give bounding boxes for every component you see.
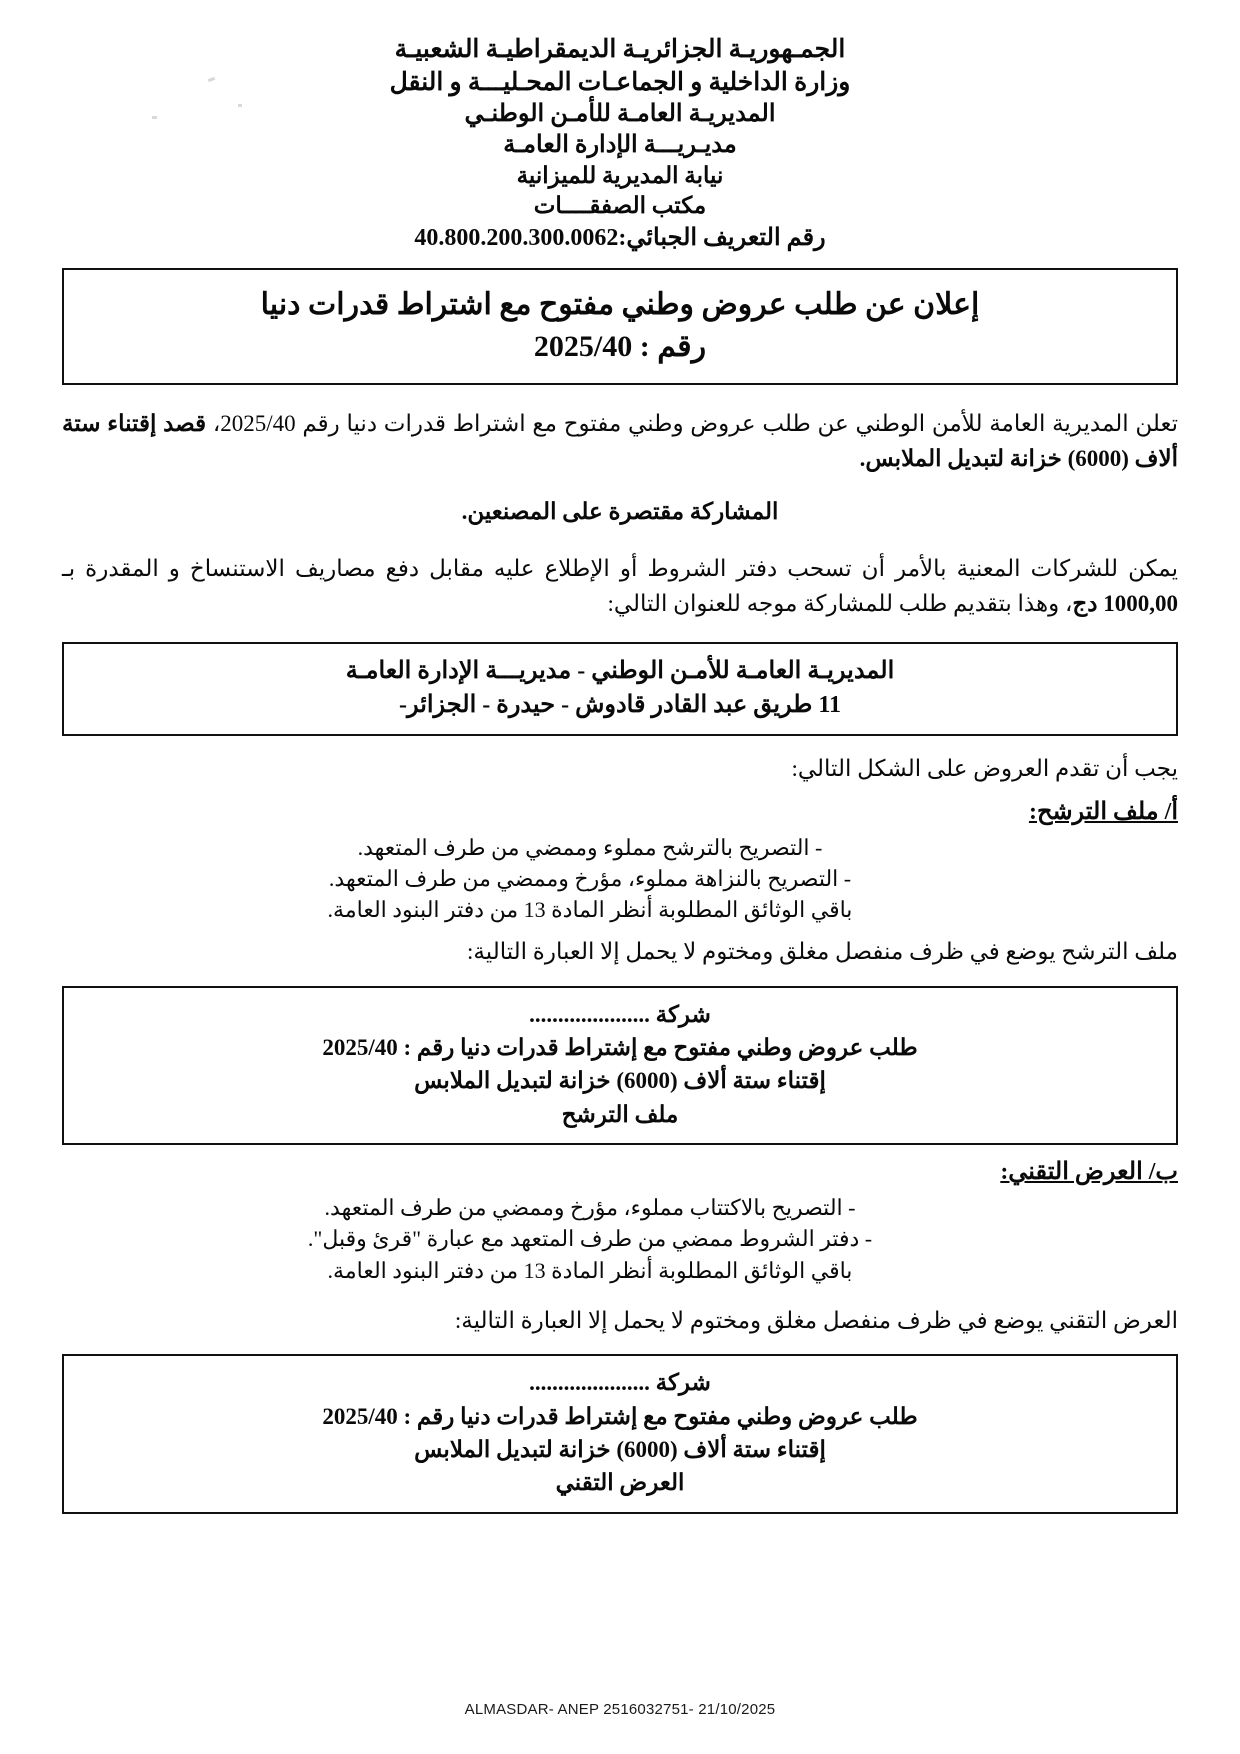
- list-item: - التصريح بالترشح مملوء وممضي من طرف المتعهد.: [357, 834, 823, 860]
- list-item: - دفتر الشروط ممضي من طرف المتعهد مع عبارة "قرئ وقبل".: [307, 1226, 873, 1252]
- letterhead-line-budget-deputy: نيابة المديرية للميزانية: [516, 163, 724, 189]
- envelope-company-line: شركة .....................: [529, 1370, 711, 1396]
- list-item: باقي الوثائق المطلوبة أنظر المادة 13 من دفتر البنود العامة.: [327, 897, 853, 923]
- withdrawal-amount: 1000,00 دج: [1072, 590, 1178, 616]
- candidacy-envelope-box: [62, 986, 1178, 1145]
- page-footer: ALMASDAR- ANEP 2516032751- 21/10/2025: [464, 1701, 776, 1718]
- intro-object-bold: قصد إقتناء ستة ألاف (6000) خزانة لتبديل الملابس.: [62, 411, 1178, 472]
- technical-envelope-note: العرض التقني يوضع في ظرف منفصل مغلق ومختوم لا يحمل إلا العبارة التالية:: [454, 1307, 1178, 1333]
- envelope-type-line: ملف الترشح: [561, 1101, 679, 1127]
- technical-envelope-box: [62, 1354, 1178, 1513]
- envelope-type-line: العرض التقني: [555, 1470, 685, 1496]
- intro-paragraph: [62, 407, 1178, 477]
- scan-speck: [238, 104, 242, 107]
- letterhead-line-administration: مديـريـــة الإدارة العامـة: [503, 132, 737, 159]
- tax-id-line: [62, 223, 1178, 254]
- letterhead-line-directorate-general: المديريـة العامـة للأمـن الوطنـي: [464, 101, 776, 127]
- letterhead-line-ministry: وزارة الداخلية و الجماعـات المحـليـــة و النقل: [389, 68, 851, 96]
- list-item: باقي الوثائق المطلوبة أنظر المادة 13 من دفتر البنود العامة.: [327, 1257, 853, 1283]
- technical-heading: ب/ العرض التقني:: [1000, 1159, 1178, 1186]
- letterhead-line-contracts-office: مكتب الصفقــــات: [533, 193, 707, 219]
- list-item: - التصريح بالنزاهة مملوء، مؤرخ وممضي من طرف المتعهد.: [328, 865, 852, 891]
- tax-id-value: 40.800.200.300.0062: [414, 225, 619, 252]
- envelope-tender-line: طلب عروض وطني مفتوح مع إشتراط قدرات دنيا رقم : 2025/40: [322, 1035, 918, 1061]
- address-box: [62, 642, 1178, 736]
- address-line-entity: المديريـة العامـة للأمـن الوطني - مديريـــة الإدارة العامـة: [345, 657, 895, 684]
- envelope-tender-line: طلب عروض وطني مفتوح مع إشتراط قدرات دنيا رقم : 2025/40: [322, 1403, 918, 1429]
- envelope-company-line: شركة .....................: [529, 1001, 711, 1027]
- withdrawal-text-part2: ، وهذا بتقديم طلب للمشاركة موجه للعنوان التالي:: [607, 590, 1073, 616]
- announcement-title: إعلان عن طلب عروض وطني مفتوح مع اشتراط قدرات دنيا: [260, 288, 980, 322]
- intro-text: تعلن المديرية العامة للأمن الوطني عن طلب عروض وطني مفتوح مع اشتراط قدرات دنيا رقم 2025/40،: [206, 411, 1178, 437]
- participation-restriction: المشاركة مقتصرة على المصنعين.: [461, 499, 779, 525]
- announcement-number: رقم : 2025/40: [533, 329, 707, 363]
- withdrawal-paragraph: [62, 552, 1178, 622]
- withdrawal-text-part1: يمكن للشركات المعنية بالأمر أن تسحب دفتر الشروط أو الإطلاع عليه مقابل دفع مصاريف الاستنساخ و المقدرة بـ: [62, 555, 1178, 581]
- list-item: - التصريح بالاكتتاب مملوء، مؤرخ وممضي من طرف المتعهد.: [324, 1195, 856, 1221]
- tax-id-label: رقم التعريف الجبائي:: [618, 225, 826, 252]
- technical-item-list: [62, 1192, 1178, 1286]
- letterhead-line-republic: الجمـهوريـة الجزائريـة الديمقراطيـة الشعبيـة: [394, 36, 846, 63]
- offers-intro: يجب أن تقدم العروض على الشكل التالي:: [791, 756, 1178, 782]
- letterhead: [62, 34, 1178, 254]
- address-line-street: 11 طريق عبد القادر قادوش - حيدرة - الجزائر-: [398, 691, 842, 718]
- envelope-object-line: إقتناء ستة ألاف (6000) خزانة لتبديل الملابس: [414, 1437, 826, 1463]
- scan-speck: [152, 116, 157, 119]
- announcement-title-box: [62, 268, 1178, 385]
- candidacy-envelope-note: ملف الترشح يوضع في ظرف منفصل مغلق ومختوم لا يحمل إلا العبارة التالية:: [467, 939, 1178, 965]
- candidacy-heading: أ/ ملف الترشح:: [1028, 798, 1178, 825]
- candidacy-item-list: [62, 832, 1178, 926]
- envelope-object-line: إقتناء ستة ألاف (6000) خزانة لتبديل الملابس: [414, 1068, 826, 1094]
